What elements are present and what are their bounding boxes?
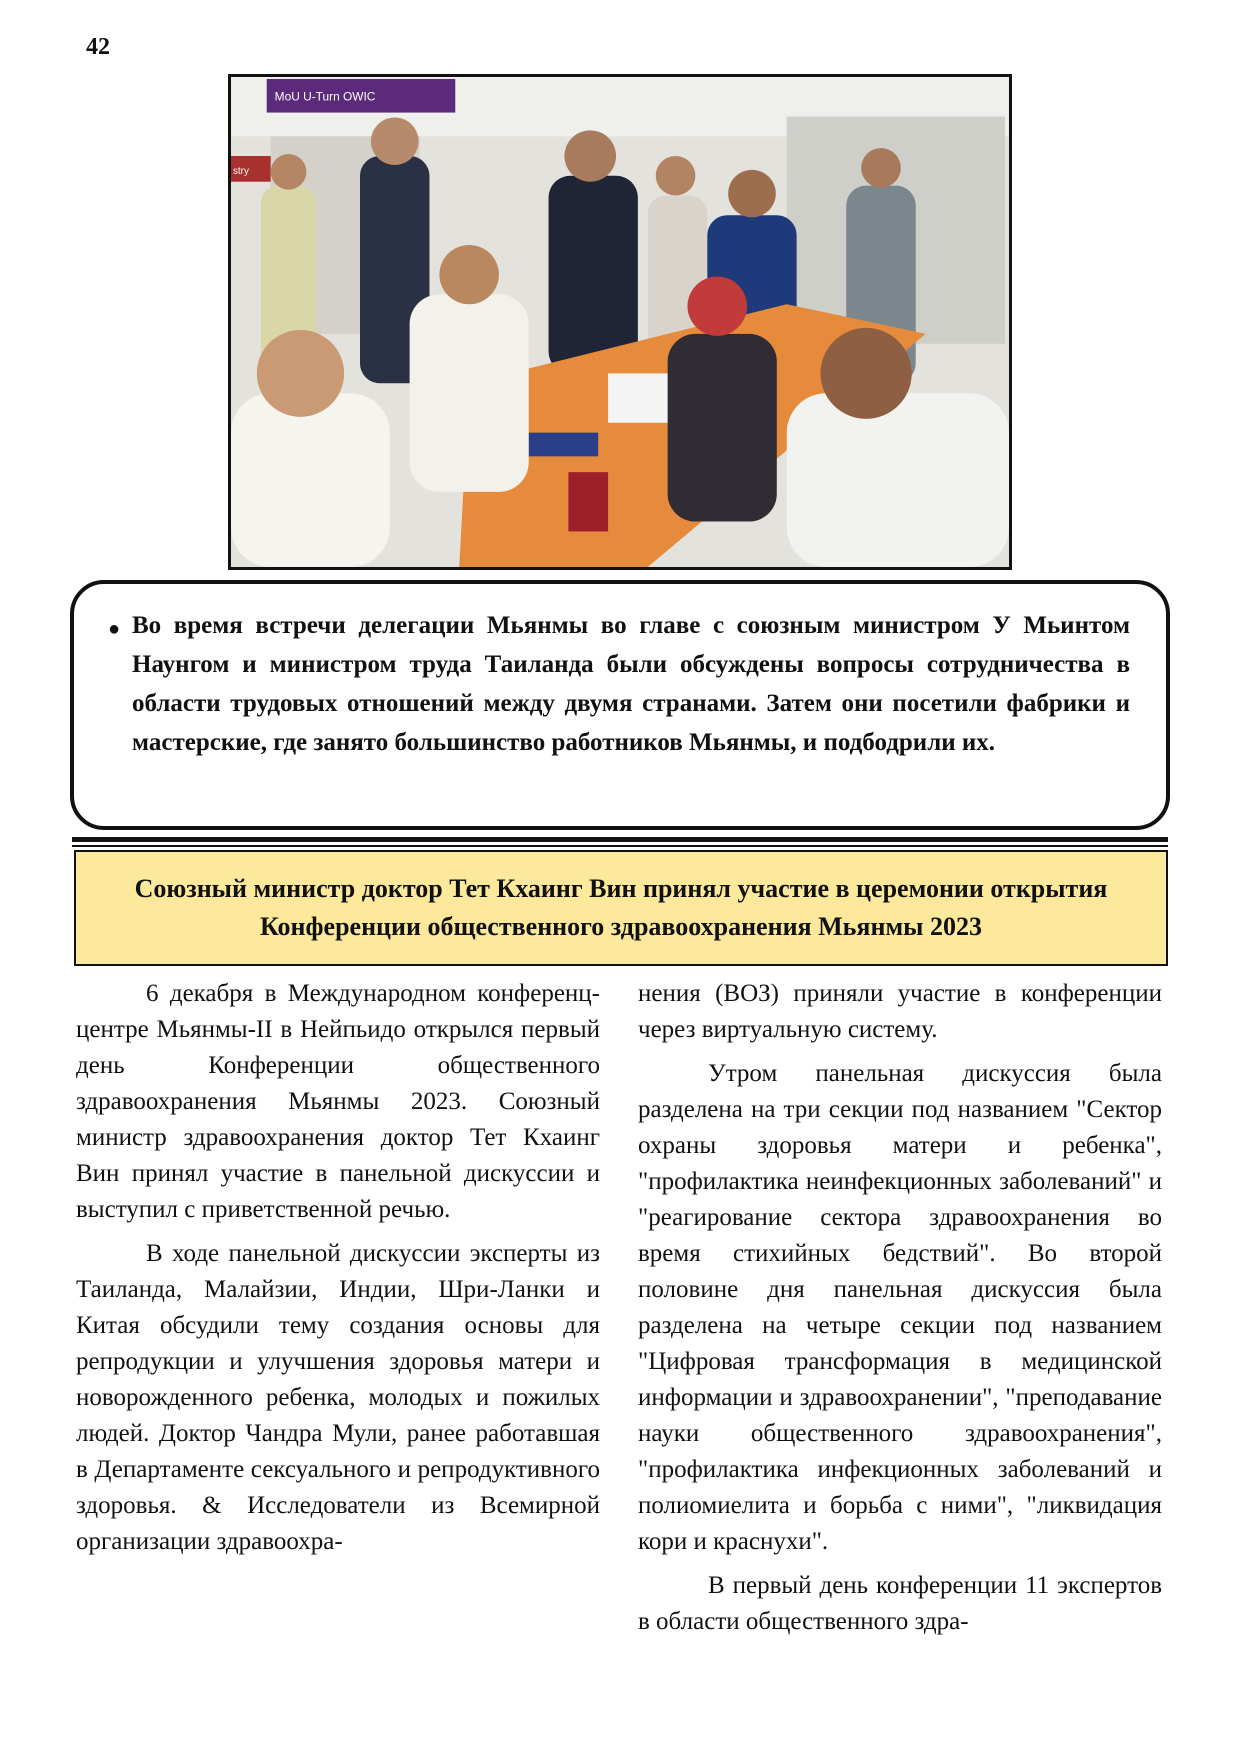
article-column-left — [76, 976, 600, 1568]
paragraph: В ходе панельной дискуссии эксперты из Таиланда, Малайзии, Индии, Шри-Ланки и Китая обсудили тему создания основы для репродукции и улучшения здоровья матери и новорожденного ребенка, молодых и пожилых людей. Доктор Чандра Мули, ранее работавшая в Департаменте сексуального и репродуктивного здоровья. & Исследователи из Всемирной организации здравоохра- — [76, 1240, 600, 1555]
article-column-right — [638, 976, 1162, 1648]
paragraph: 6 декабря в Международном конференц-центре Мьянмы-II в Нейпьидо открылся первый день Конференции общественного здравоохранения Мьянмы 2023. Союзный министр здравоохранения доктор Тет Кхаинг Вин принял участие в панельной дискуссии и выступил с приветственной речью. — [76, 980, 600, 1223]
paragraph-continuation: нения (ВОЗ) приняли участие в конференции через виртуальную систему. — [638, 980, 1162, 1043]
article-photo — [228, 74, 1012, 570]
divider-thick — [72, 837, 1168, 842]
photo-caption-box — [70, 580, 1170, 830]
sign-text: MoU U-Turn OWIC — [274, 89, 376, 104]
divider-thin — [72, 845, 1168, 847]
article-headline: Союзный министр доктор Тет Кхаинг Вин принял участие в церемонии открытия Конференции общественного здравоохранения Мьянмы 2023 — [134, 874, 1108, 941]
bullet-icon: ● — [108, 618, 121, 640]
headline-box — [74, 850, 1168, 966]
paragraph: В первый день конференции 11 экспертов в области общественного здра- — [638, 1572, 1162, 1635]
page-number: 42 — [86, 34, 110, 60]
sign-text-2: stry — [232, 165, 249, 177]
paragraph: Утром панельная дискуссия была разделена на три секции под названием "Сектор охраны здоровья матери и ребенка", "профилактика неинфекционных заболеваний" и "реагирование сектора здравоохранения во время стихийных бедствий". Во второй половине дня панельная дискуссия была разделена на четыре секции под названием "Цифровая трансформация в медицинской информации и здравоохранении", "преподавание науки общественного здравоохранения", "профилактика инфекционных заболеваний и полиомиелита и борьба с ними", "ликвидация кори и краснухи". — [638, 1060, 1162, 1555]
photo-caption: Во время встречи делегации Мьянмы во главе с союзным министром У Мьинтом Наунгом и министром труда Таиланда были обсуждены вопросы сотрудничества в области трудовых отношений между двумя странами. Затем они посетили фабрики и мастерские, где занято большинство работников Мьянмы, и подбодрили их. — [132, 612, 1130, 756]
photo-illustration — [231, 77, 1009, 567]
